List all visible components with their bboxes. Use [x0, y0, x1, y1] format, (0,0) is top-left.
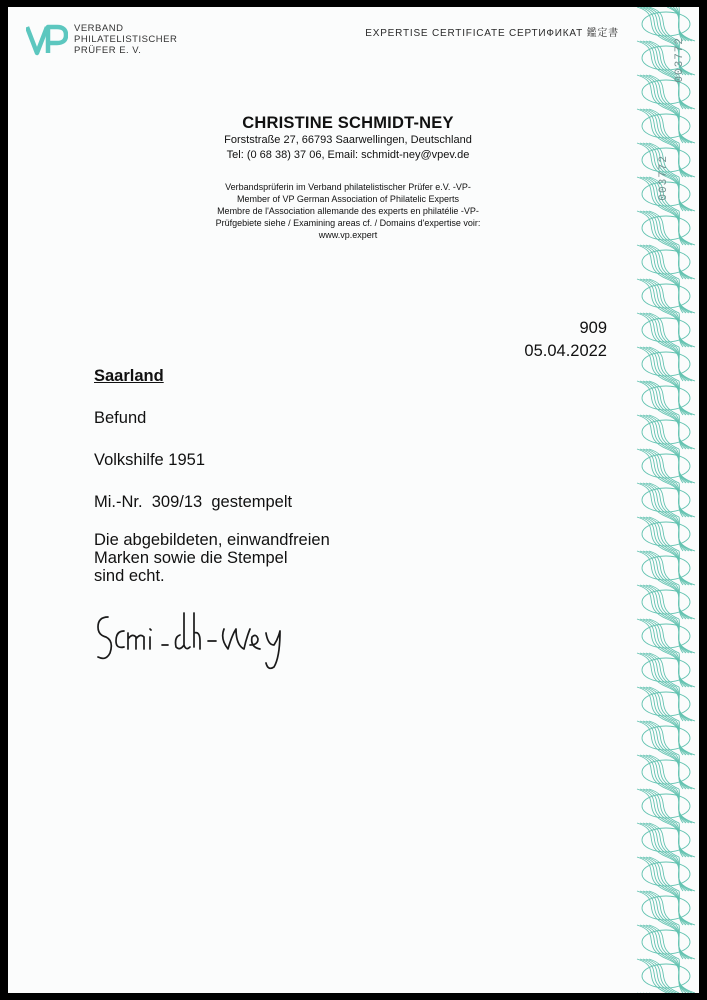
serial-number: 003772	[674, 37, 686, 83]
vp-logo	[26, 23, 177, 57]
expert-name: CHRISTINE SCHMIDT-NEY	[242, 114, 454, 132]
membership-line: Prüfgebiete siehe / Examining areas cf. / Domains d'expertise voir:	[215, 218, 481, 228]
membership-statement	[168, 181, 528, 241]
certificate-body	[94, 365, 574, 585]
verdict-line: sind echt.	[94, 567, 165, 585]
catalogue-number: Mi.-Nr. 309/13 gestempelt	[94, 493, 293, 511]
expert-address: Forststraße 27, 66793 Saarwellingen, Deutschland	[224, 134, 472, 146]
certificate-number: 909	[579, 319, 607, 337]
association-name-line: PRÜFER E. V.	[74, 45, 142, 56]
vp-logo-mark	[26, 23, 68, 57]
association-name-line: VERBAND	[74, 23, 124, 34]
association-name	[74, 23, 177, 56]
stamp-issue: Volkshilfe 1951	[94, 451, 205, 469]
verdict-line: Die abgebildeten, einwandfreien	[94, 531, 330, 549]
verdict-line: Marken sowie die Stempel	[94, 549, 288, 567]
expert-verdict	[94, 531, 574, 585]
serial-number-repeat: 003772	[658, 155, 670, 201]
membership-line: Membre de l'Association allemande des experts en philatélie -VP-	[217, 206, 479, 216]
certificate-reference	[524, 317, 607, 363]
membership-line: Verbandsprüferin im Verband philatelistischer Prüfer e.V. -VP-	[225, 182, 471, 192]
expert-contact: Tel: (0 68 38) 37 06, Email: schmidt-ney@vpev.de	[226, 149, 470, 161]
membership-line: Member of VP German Association of Philatelic Experts	[237, 194, 459, 204]
country-heading: Saarland	[94, 367, 164, 385]
certificate-title: EXPERTISE CERTIFICATE СЕРТИФИКАТ 鑑定書	[365, 28, 619, 39]
expert-letterhead	[168, 113, 528, 241]
certificate-type: Befund	[94, 409, 147, 427]
association-name-line: PHILATELISTISCHER	[74, 34, 178, 45]
certificate-date: 05.04.2022	[524, 342, 607, 360]
handwritten-signature	[90, 605, 290, 680]
certificate-sheet	[8, 7, 699, 993]
membership-website: www.vp.expert	[318, 230, 378, 240]
